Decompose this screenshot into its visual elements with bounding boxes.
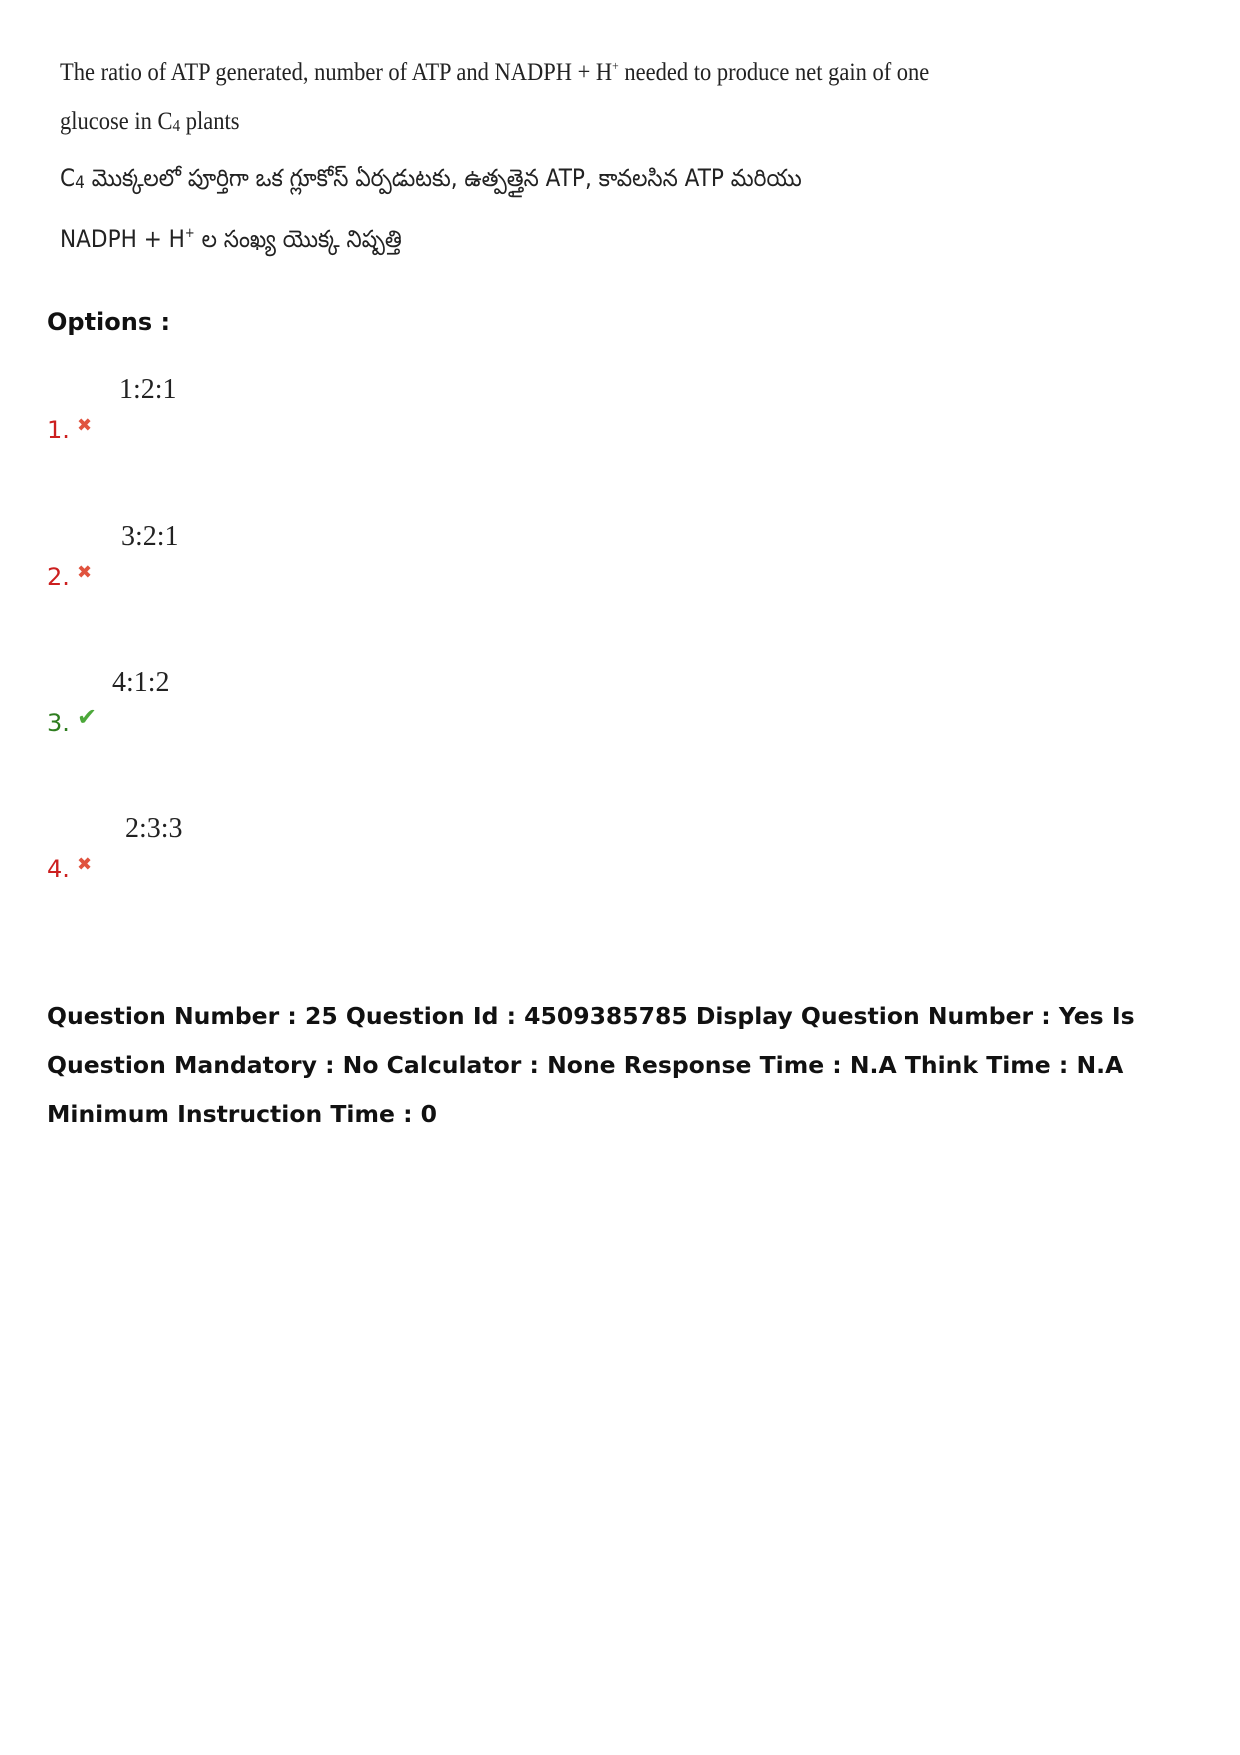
option-value: 4:1:2 [112,667,170,698]
question-meta: Question Number : 25 Question Id : 4509385785 Display Question Number : Yes Is Question Mandatory : No Calculator : None Response Time : N.A Think Time : N.A Minimum Instruction Time : 0 [47,1002,1135,1128]
subscript-4: 4 [75,173,85,193]
options-heading: Options : [47,308,171,336]
subscript-4: 4 [172,116,181,135]
question-english-line-1 [60,44,930,100]
option-number: 3. [47,709,70,737]
question-telugu-line-1 [60,156,852,212]
question-text-segment: glucose in C [60,108,173,135]
option-2 [47,521,447,591]
question-text-segment: plants [180,108,240,135]
option-number: 1. [47,416,70,444]
cross-icon: ✖ [77,562,93,583]
superscript-plus: + [612,58,619,73]
option-number: 2. [47,563,70,591]
option-4 [47,813,447,883]
check-icon: ✔ [77,703,98,731]
question-text-segment: C [60,164,76,192]
cross-icon: ✖ [77,854,93,875]
question-text-segment: needed to produce net gain of one [618,59,930,86]
option-value: 1:2:1 [119,374,177,405]
question-text-segment: The ratio of ATP generated, number of ATP and NADPH + H [60,59,613,86]
question-english-line-2 [60,100,852,156]
question-telugu-line-2 [60,212,852,268]
option-number: 4. [47,855,70,883]
option-3 [47,667,447,737]
cross-icon: ✖ [77,415,93,436]
superscript-plus: + [184,226,195,241]
question-text-segment: ల సంఖ్య యొక్క నిష్పత్తి [194,225,402,253]
question-text [60,44,930,268]
option-value: 2:3:3 [125,813,183,844]
question-text-segment: మొక్కలలో పూర్తిగా ఒక గ్లూకోస్ ఏర్పడుటకు, ఉత్పత్తైన ATP, కావలసిన ATP మరియు [84,164,802,192]
option-1 [47,374,447,444]
option-value: 3:2:1 [121,521,179,552]
question-text-segment: NADPH + H [60,225,185,253]
